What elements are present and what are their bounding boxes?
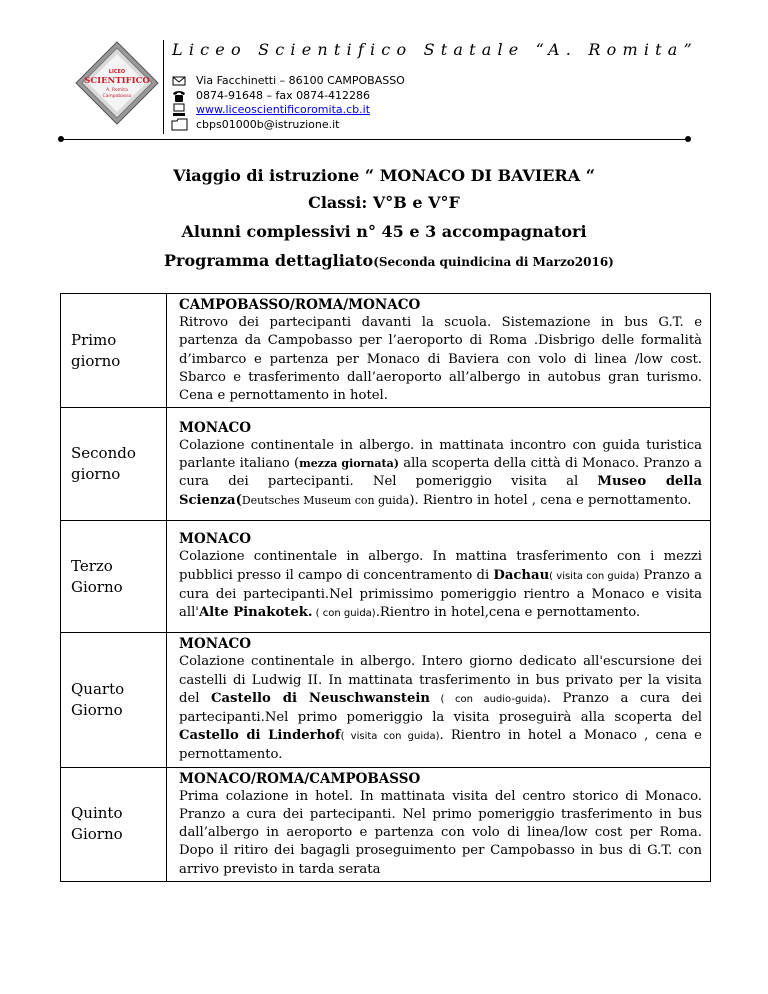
day-label: Primo (71, 330, 117, 349)
day-cell (61, 767, 167, 881)
letterhead-divider (163, 40, 164, 134)
website-link[interactable] (196, 103, 370, 116)
day-cell (61, 521, 167, 633)
day-heading: MONACO (179, 636, 252, 653)
day-label: giorno (71, 351, 121, 370)
trip-title: Viaggio di istruzione “ MONACO DI BAVIERA “ (173, 166, 595, 185)
day-label: Giorno (71, 825, 123, 844)
logo-text-line1: LICEO (108, 69, 126, 75)
table-row (61, 521, 711, 633)
program-title (164, 251, 614, 270)
classes-title: Classi: V°B e V°F (308, 193, 460, 212)
day-text-small: ( con guida) (312, 608, 376, 620)
day-cell (61, 408, 167, 521)
day-text-bold: mezza giornata) (299, 457, 399, 471)
table-row (61, 767, 711, 881)
table-row (61, 294, 711, 408)
day-text-bold: Castello di Linderhof (179, 728, 341, 744)
day-text: Colazione continentale in albergo. in mattinata incontro con guida turistica parlante italiano ( (179, 437, 702, 472)
day-text-small: ( visita con guida) (340, 731, 440, 743)
day-heading: MONACO (179, 419, 252, 436)
school-logo (74, 40, 160, 126)
day-label: Quarto (71, 679, 125, 698)
telephone-icon (171, 89, 189, 103)
day-text-bold: Castello di Neuschwanstein (211, 690, 430, 706)
logo-text-line2: SCIENTIFICO (84, 76, 150, 86)
program-label: Programma dettagliato (164, 251, 374, 270)
day-text: Prima colazione in hotel. In mattinata visita del centro storico di Monaco. Pranzo a cura dei partecipanti. Nel primo pomeriggio trasferimento in bus dall’albergo in aeroporto e partenza con volo di linea/low cost per Roma. Dopo il ritiro dei bagagli proseguimento per Campobasso in bus di G.T. con arrivo previsto in tarda serata (179, 788, 702, 877)
email-text: cbps01000b@istruzione.it (196, 118, 340, 131)
computer-icon (171, 103, 189, 117)
day-cell (61, 294, 167, 408)
day-text: Ritrovo dei partecipanti davanti la scuola. Sistemazione in bus G.T. e partenza da Campobasso per l’aeroporto di Roma .Disbrigo delle formalità d’imbarco e partenza per Monaco di Baviera con volo di linea /low cost. Sbarco e trasferimento dall’aeroporto all’albergo in autobus gran turismo. Cena e pernottamento in hotel. (179, 315, 702, 404)
table-row (61, 633, 711, 767)
table-row (61, 408, 711, 521)
day-text-bold: Museo della Scienza( (179, 474, 702, 508)
day-text: Colazione continentale in albergo. In mattina trasferimento con i mezzi pubblici presso il campo di concentramento di (179, 549, 702, 583)
school-name: Liceo Scientifico Statale “A. Romita” (172, 40, 698, 59)
day-text-bold: Alte Pinakotek. (198, 605, 313, 621)
day-text: ). Rientro in hotel , cena e pernottamento. (409, 492, 692, 508)
day-text: . Pranzo a cura dei partecipanti.Nel primo pomeriggio la visita proseguirà alla scoperta del (179, 690, 702, 726)
day-label: Quinto (71, 804, 123, 823)
day-heading: MONACO/ROMA/CAMPOBASSO (179, 770, 421, 787)
day-text: .Rientro in hotel,cena e pernottamento. (375, 605, 641, 621)
day-label: Giorno (71, 700, 123, 719)
program-period: (Seconda quindicina di Marzo2016) (373, 255, 614, 269)
day-description (167, 408, 711, 521)
day-cell (61, 633, 167, 767)
day-description (167, 294, 711, 408)
day-description (167, 521, 711, 633)
itinerary-table (60, 293, 711, 882)
letterhead-rule (60, 139, 688, 140)
day-description (167, 767, 711, 881)
day-heading: CAMPOBASSO/ROMA/MONACO (179, 297, 421, 313)
day-description (167, 633, 711, 767)
students-title: Alunni complessivi n° 45 e 3 accompagnatori (181, 222, 587, 241)
website-link-text[interactable]: www.liceoscientificoromita.cb.it (196, 103, 371, 116)
day-label: giorno (71, 465, 121, 484)
day-text-bold: Dachau (493, 567, 550, 583)
logo-text-line3: A. Romita (106, 88, 128, 93)
day-label: Giorno (71, 577, 123, 596)
day-text-small: Deutsches Museum con guida (241, 493, 410, 507)
address-text: Via Facchinetti – 86100 CAMPOBASSO (196, 74, 405, 87)
day-label: Secondo (71, 444, 136, 463)
day-text: . Rientro in hotel a Monaco , cena e pernottamento. (179, 728, 702, 763)
envelope-icon (171, 74, 189, 88)
day-label: Terzo (71, 556, 113, 575)
logo-text-line4: Campobasso (102, 94, 132, 99)
day-text: Colazione continentale in albergo. Intero giorno dedicato all'escursione dei castelli di Ludwig II. In mattinata trasferimento in bus privato per la visita del (179, 654, 702, 706)
folder-icon (171, 118, 189, 132)
day-text-small: ( visita con guida) (549, 570, 640, 582)
day-heading: MONACO (179, 531, 252, 548)
rule-dot-right (685, 136, 691, 142)
day-text: alla scoperta della città di Monaco. Pranzo a cura dei partecipanti. Nel pomeriggio visita al (179, 456, 702, 490)
day-text: Pranzo a cura dei partecipanti.Nel primissimo pomeriggio rientro a Monaco e visita all' (179, 567, 702, 621)
day-text-small: ( con audio-guida) (429, 693, 547, 705)
phone-text: 0874-91648 – fax 0874-412286 (196, 89, 371, 102)
